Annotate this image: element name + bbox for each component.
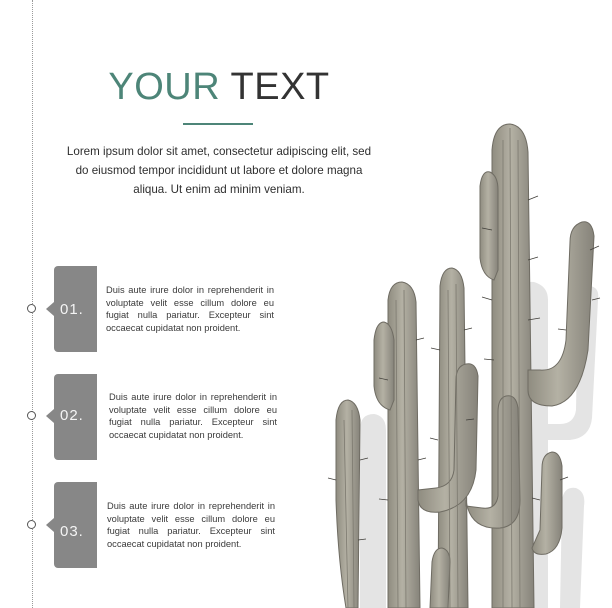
step-description: Duis aute irure dolor in reprehenderit in voluptate velit esse cillum dolore eu fugiat nulla pariatur. Excepteur sint occaecat cupidatat non proident. bbox=[109, 392, 277, 440]
title-word-dark: TEXT bbox=[230, 66, 330, 108]
step-description: Duis aute irure dolor in reprehenderit in voluptate velit esse cillum dolore eu fugiat nulla pariatur. Excepteur sint occaecat cupidatat non proident. bbox=[106, 285, 274, 333]
title-word-accent: YOUR bbox=[108, 66, 221, 108]
intro-paragraph: Lorem ipsum dolor sit amet, consectetur adipiscing elit, sed do eiusmod tempor incididunt ut labore et dolore magna aliqua. Ut enim ad minim veniam. bbox=[66, 145, 372, 196]
step-description: Duis aute irure dolor in reprehenderit in voluptate velit esse cillum dolore eu fugiat nulla pariatur. Excepteur sint occaecat cupidatat non proident. bbox=[107, 501, 275, 549]
step-number: 01. bbox=[60, 301, 84, 318]
step-number: 03. bbox=[60, 523, 84, 540]
step-number: 02. bbox=[60, 407, 84, 424]
